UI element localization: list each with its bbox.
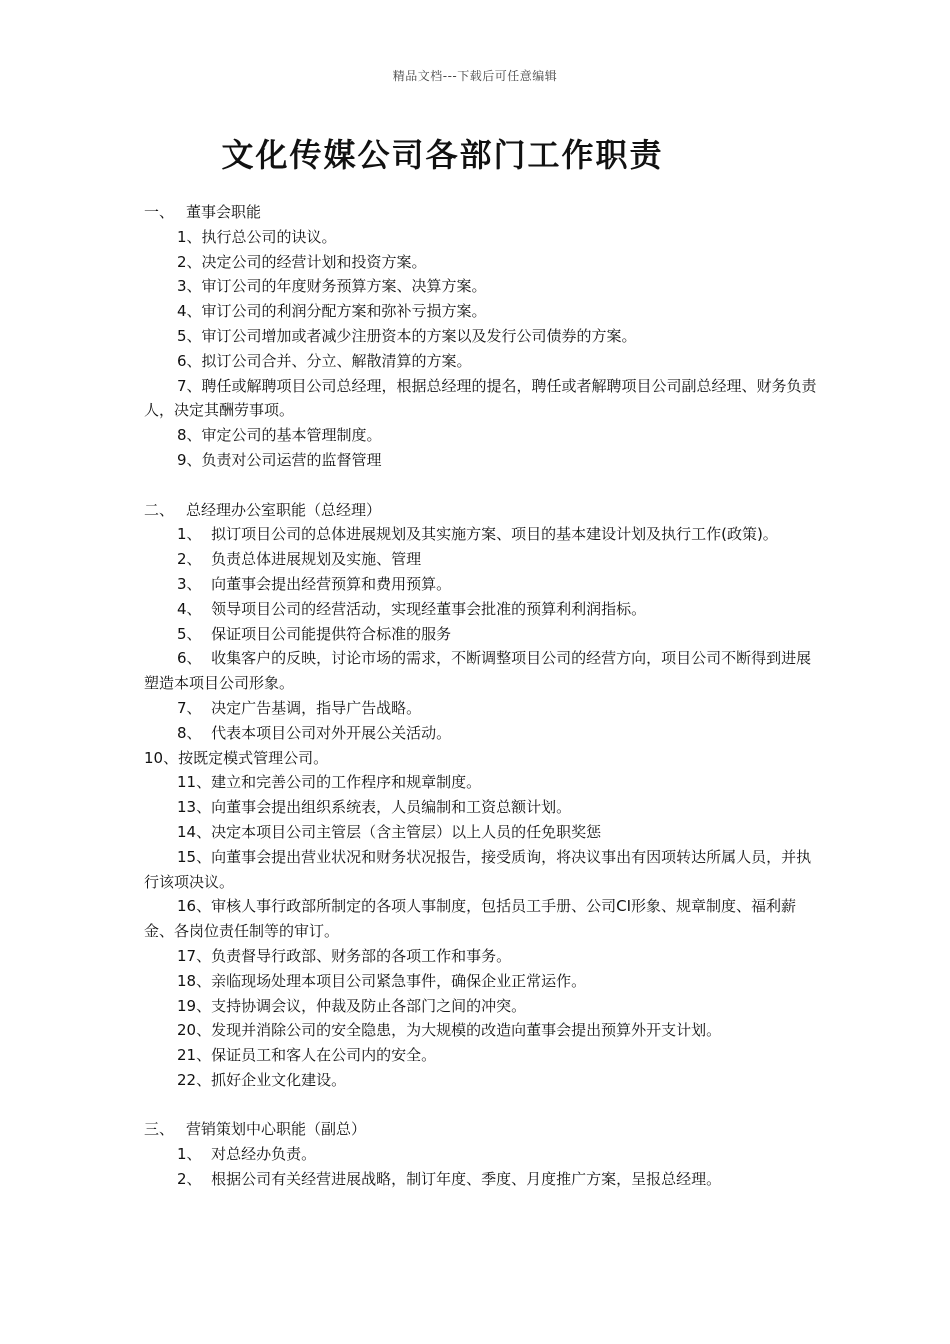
item-number: 18、 — [177, 971, 212, 990]
list-item — [144, 522, 824, 547]
item-text: 建立和完善公司的工作程序和规章制度。 — [211, 773, 482, 792]
item-number: 2、 — [177, 1170, 212, 1189]
item-number: 8、 — [177, 723, 212, 742]
item-number: 21、 — [177, 1046, 212, 1065]
document-body — [144, 200, 824, 1217]
item-text: 领导项目公司的经营活动，实现经董事会批准的预算利利润指标。 — [211, 599, 647, 618]
item-number: 3、 — [177, 277, 202, 296]
item-text: 执行总公司的诀议。 — [201, 227, 337, 246]
item-text: 审核人事行政部所制定的各项人事制度，包括员工手册、公司CI形象、规章制度、福利薪金、各岗位责任制等的审订。 — [144, 897, 796, 941]
list-item — [144, 1043, 824, 1068]
item-text: 负责对公司运营的监督管理 — [201, 450, 382, 469]
header-note: 精品文档---下载后可任意编辑 — [392, 69, 558, 83]
item-number: 9、 — [177, 450, 202, 469]
list-item — [144, 746, 824, 771]
list-item — [144, 547, 824, 572]
item-number: 15、 — [177, 847, 212, 866]
list-item — [144, 696, 824, 721]
item-number: 16、 — [177, 897, 212, 916]
item-number: 2、 — [177, 550, 212, 569]
item-number: 1、 — [177, 1145, 212, 1164]
item-text: 代表本项目公司对外开展公关活动。 — [211, 723, 452, 742]
item-text: 决定公司的经营计划和投资方案。 — [201, 252, 427, 271]
list-item — [144, 944, 824, 969]
item-text: 按既定模式管理公司。 — [178, 748, 329, 767]
list-item — [144, 770, 824, 795]
section-heading-text: 总经理办公室职能（总经理） — [186, 500, 382, 519]
item-text: 向董事会提出营业状况和财务状况报告，接受质询，将决议事出有因项转达所属人员，并执行该项决议。 — [144, 847, 812, 891]
item-number: 19、 — [177, 996, 212, 1015]
item-text: 审订公司增加或者减少注册资本的方案以及发行公司债券的方案。 — [201, 326, 637, 345]
item-number: 5、 — [177, 624, 212, 643]
list-item — [144, 721, 824, 746]
list-item — [144, 646, 824, 696]
item-text: 审订公司的年度财务预算方案、决算方案。 — [201, 277, 487, 296]
item-number: 3、 — [177, 574, 212, 593]
list-item — [144, 845, 824, 895]
list-item — [144, 572, 824, 597]
item-number: 8、 — [177, 426, 202, 445]
list-item — [144, 324, 824, 349]
list-item — [144, 820, 824, 845]
item-number: 6、 — [177, 351, 202, 370]
list-item — [144, 250, 824, 275]
item-text: 决定广告基调，指导广告战略。 — [211, 698, 422, 717]
item-number: 4、 — [177, 302, 202, 321]
item-number: 13、 — [177, 798, 212, 817]
item-number: 1、 — [177, 525, 212, 544]
item-number: 14、 — [177, 822, 212, 841]
section-heading-text: 营销策划中心职能（副总） — [186, 1120, 367, 1139]
item-number: 2、 — [177, 252, 202, 271]
section-number: 一、 — [144, 203, 175, 221]
item-number: 17、 — [177, 946, 212, 965]
list-item — [144, 349, 824, 374]
item-text: 收集客户的反映，讨论市场的需求，不断调整项目公司的经营方向，项目公司不断得到进展塑造本项目公司形象。 — [144, 649, 812, 693]
list-item — [144, 1142, 824, 1167]
item-text: 向董事会提出经营预算和费用预算。 — [211, 574, 452, 593]
list-item — [144, 274, 824, 299]
item-number: 20、 — [177, 1021, 212, 1040]
item-number: 11、 — [177, 773, 212, 792]
list-item — [144, 969, 824, 994]
section-heading — [144, 200, 824, 225]
section-number: 二、 — [144, 500, 175, 519]
list-item — [144, 423, 824, 448]
item-text: 决定本项目公司主管层（含主管层）以上人员的任免职奖惩 — [211, 822, 602, 841]
item-text: 负责督导行政部、财务部的各项工作和事务。 — [211, 946, 512, 965]
section-number: 三、 — [144, 1120, 175, 1139]
item-text: 支持协调会议，仲裁及防止各部门之间的冲突。 — [211, 996, 527, 1015]
item-number: 5、 — [177, 326, 202, 345]
item-text: 亲临现场处理本项目公司紧急事件，确保企业正常运作。 — [211, 971, 587, 990]
item-text: 审定公司的基本管理制度。 — [201, 426, 382, 445]
section — [144, 498, 824, 1093]
item-text: 保证项目公司能提供符合标准的服务 — [211, 624, 452, 643]
section-heading — [144, 498, 824, 523]
item-text: 抓好企业文化建设。 — [211, 1070, 347, 1089]
list-item — [144, 597, 824, 622]
item-text: 拟订项目公司的总体进展规划及其实施方案、项目的基本建设计划及执行工作(政策)。 — [211, 525, 778, 544]
list-item — [144, 622, 824, 647]
item-number: 22、 — [177, 1070, 212, 1089]
list-item — [144, 795, 824, 820]
item-text: 根据公司有关经营进展战略，制订年度、季度、月度推广方案，呈报总经理。 — [211, 1170, 722, 1189]
item-number: 7、 — [177, 698, 212, 717]
item-text: 向董事会提出组织系统表，人员编制和工资总额计划。 — [211, 798, 572, 817]
list-item — [144, 1018, 824, 1043]
list-item — [144, 1068, 824, 1093]
item-text: 保证员工和客人在公司内的安全。 — [211, 1046, 437, 1065]
list-item — [144, 994, 824, 1019]
list-item — [144, 894, 824, 944]
item-text: 拟订公司合并、分立、解散清算的方案。 — [201, 351, 472, 370]
list-item — [144, 299, 824, 324]
section-heading-text: 董事会职能 — [186, 203, 262, 221]
item-text: 对总经办负责。 — [211, 1145, 317, 1164]
document-title: 文化传媒公司各部门工作职责 — [221, 136, 664, 174]
section — [144, 1117, 824, 1191]
list-item — [144, 1167, 824, 1192]
item-number: 7、 — [177, 376, 202, 395]
item-number: 6、 — [177, 649, 212, 668]
list-item — [144, 225, 824, 250]
section — [144, 200, 824, 473]
item-number: 10、 — [144, 748, 179, 767]
section-heading — [144, 1117, 824, 1142]
list-item — [144, 374, 824, 424]
item-text: 审订公司的利润分配方案和弥补亏损方案。 — [201, 302, 487, 321]
item-text: 负责总体进展规划及实施、管理 — [211, 550, 422, 569]
list-item — [144, 448, 824, 473]
item-text: 聘任或解聘项目公司总经理，根据总经理的提名，聘任或者解聘项目公司副总经理、财务负责人，决定其酬劳事项。 — [144, 376, 817, 420]
item-number: 1、 — [177, 227, 202, 246]
item-text: 发现并消除公司的安全隐患，为大规模的改造向董事会提出预算外开支计划。 — [211, 1021, 722, 1040]
item-number: 4、 — [177, 599, 212, 618]
